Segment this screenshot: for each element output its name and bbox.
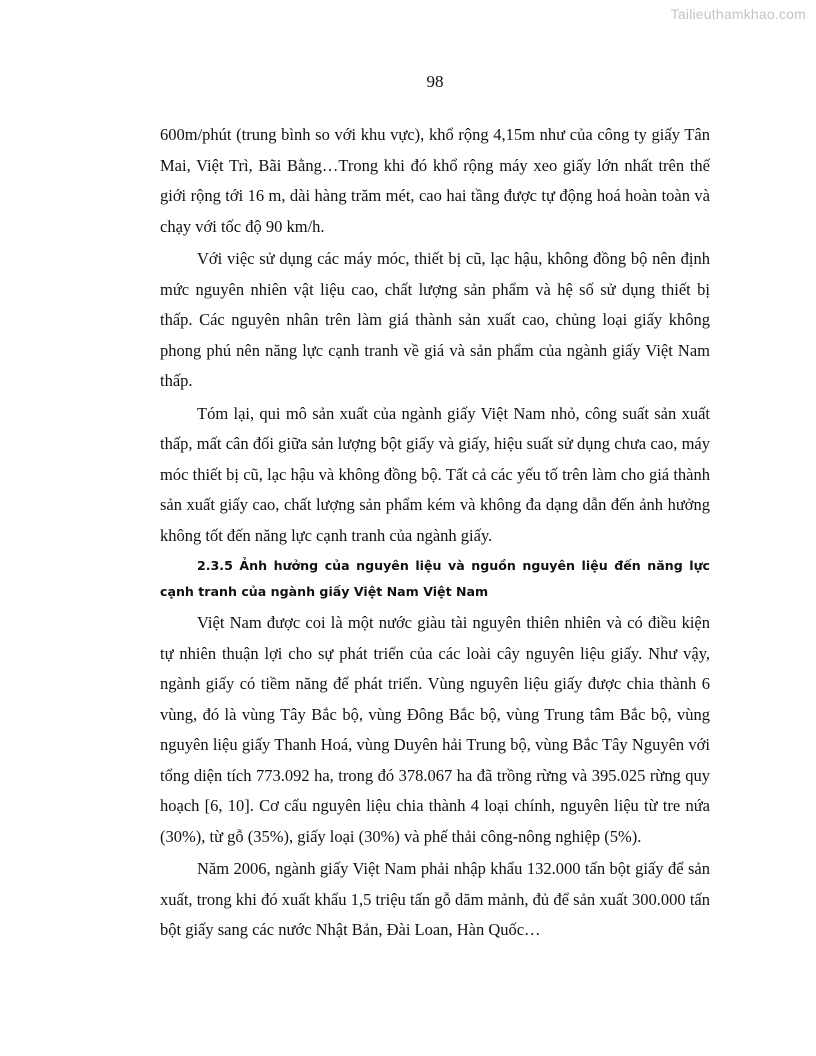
watermark: Tailieuthamkhao.com xyxy=(670,6,806,22)
paragraph-machinery: Với việc sử dụng các máy móc, thiết bị cũ, lạc hậu, không đồng bộ nên định mức nguyên nhiên vật liệu cao, chất lượng sản phẩm và hệ số sử dụng thiết bị thấp. Các nguyên nhân trên làm giá thành sản xuất cao, chủng loại giấy không phong phú nên năng lực cạnh tranh về giá và sản phẩm của ngành giấy Việt Nam thấp. xyxy=(160,249,710,390)
paragraph-raw-materials: Việt Nam được coi là một nước giàu tài nguyên thiên nhiên và có điều kiện tự nhiên thuận lợi cho sự phát triển của các loài cây nguyên liệu giấy. Như vậy, ngành giấy có tiềm năng để phát triển. Vùng nguyên liệu giấy được chia thành 6 vùng, đó là vùng Tây Bắc bộ, vùng Đông Bắc bộ, vùng Trung tâm Bắc bộ, vùng nguyên liệu giấy Thanh Hoá, vùng Duyên hải Trung bộ, vùng Bắc Tây Nguyên với tổng diện tích 773.092 ha, trong đó 378.067 ha đã trồng rừng và 395.025 rừng quy hoạch [6, 10]. Cơ cấu nguyên liệu chia thành 4 loại chính, nguyên liệu từ tre nứa (30%), từ gỗ (35%), giấy loại (30%) và phế thải công-nông nghiệp (5%). xyxy=(160,613,710,846)
paragraph-continuation: 600m/phút (trung bình so với khu vực), khổ rộng 4,15m như của công ty giấy Tân Mai, Việt Trì, Bãi Bằng…Trong khi đó khổ rộng máy xeo giấy lớn nhất trên thế giới rộng tới 16 m, dài hàng trăm mét, cao hai tầng được tự động hoá hoàn toàn và chạy với tốc độ 90 km/h. xyxy=(160,125,710,236)
section-heading: 2.3.5 Ảnh hưởng của nguyên liệu và nguồn nguyên liệu đến năng lực cạnh tranh của ngành giấy Việt Nam Việt Nam xyxy=(160,558,710,599)
page-number: 98 xyxy=(426,72,444,91)
document-body xyxy=(160,120,710,948)
paragraph-summary: Tóm lại, qui mô sản xuất của ngành giấy Việt Nam nhỏ, công suất sản xuất thấp, mất cân đối giữa sản lượng bột giấy và giấy, hiệu suất sử dụng chưa cao, máy móc thiết bị cũ, lạc hậu và không đồng bộ. Tất cả các yếu tố trên làm cho giá thành sản xuất giấy cao, chất lượng sản phẩm kém và không đa dạng dẫn đến ảnh hưởng không tốt đến năng lực cạnh tranh của ngành giấy. xyxy=(160,403,710,545)
paragraph-imports: Năm 2006, ngành giấy Việt Nam phải nhập khẩu 132.000 tấn bột giấy để sản xuất, trong khi đó xuất khẩu 1,5 triệu tấn gỗ dăm mảnh, đủ để sản xuất 300.000 tấn bột giấy sang các nước Nhật Bản, Đài Loan, Hàn Quốc… xyxy=(160,859,710,939)
